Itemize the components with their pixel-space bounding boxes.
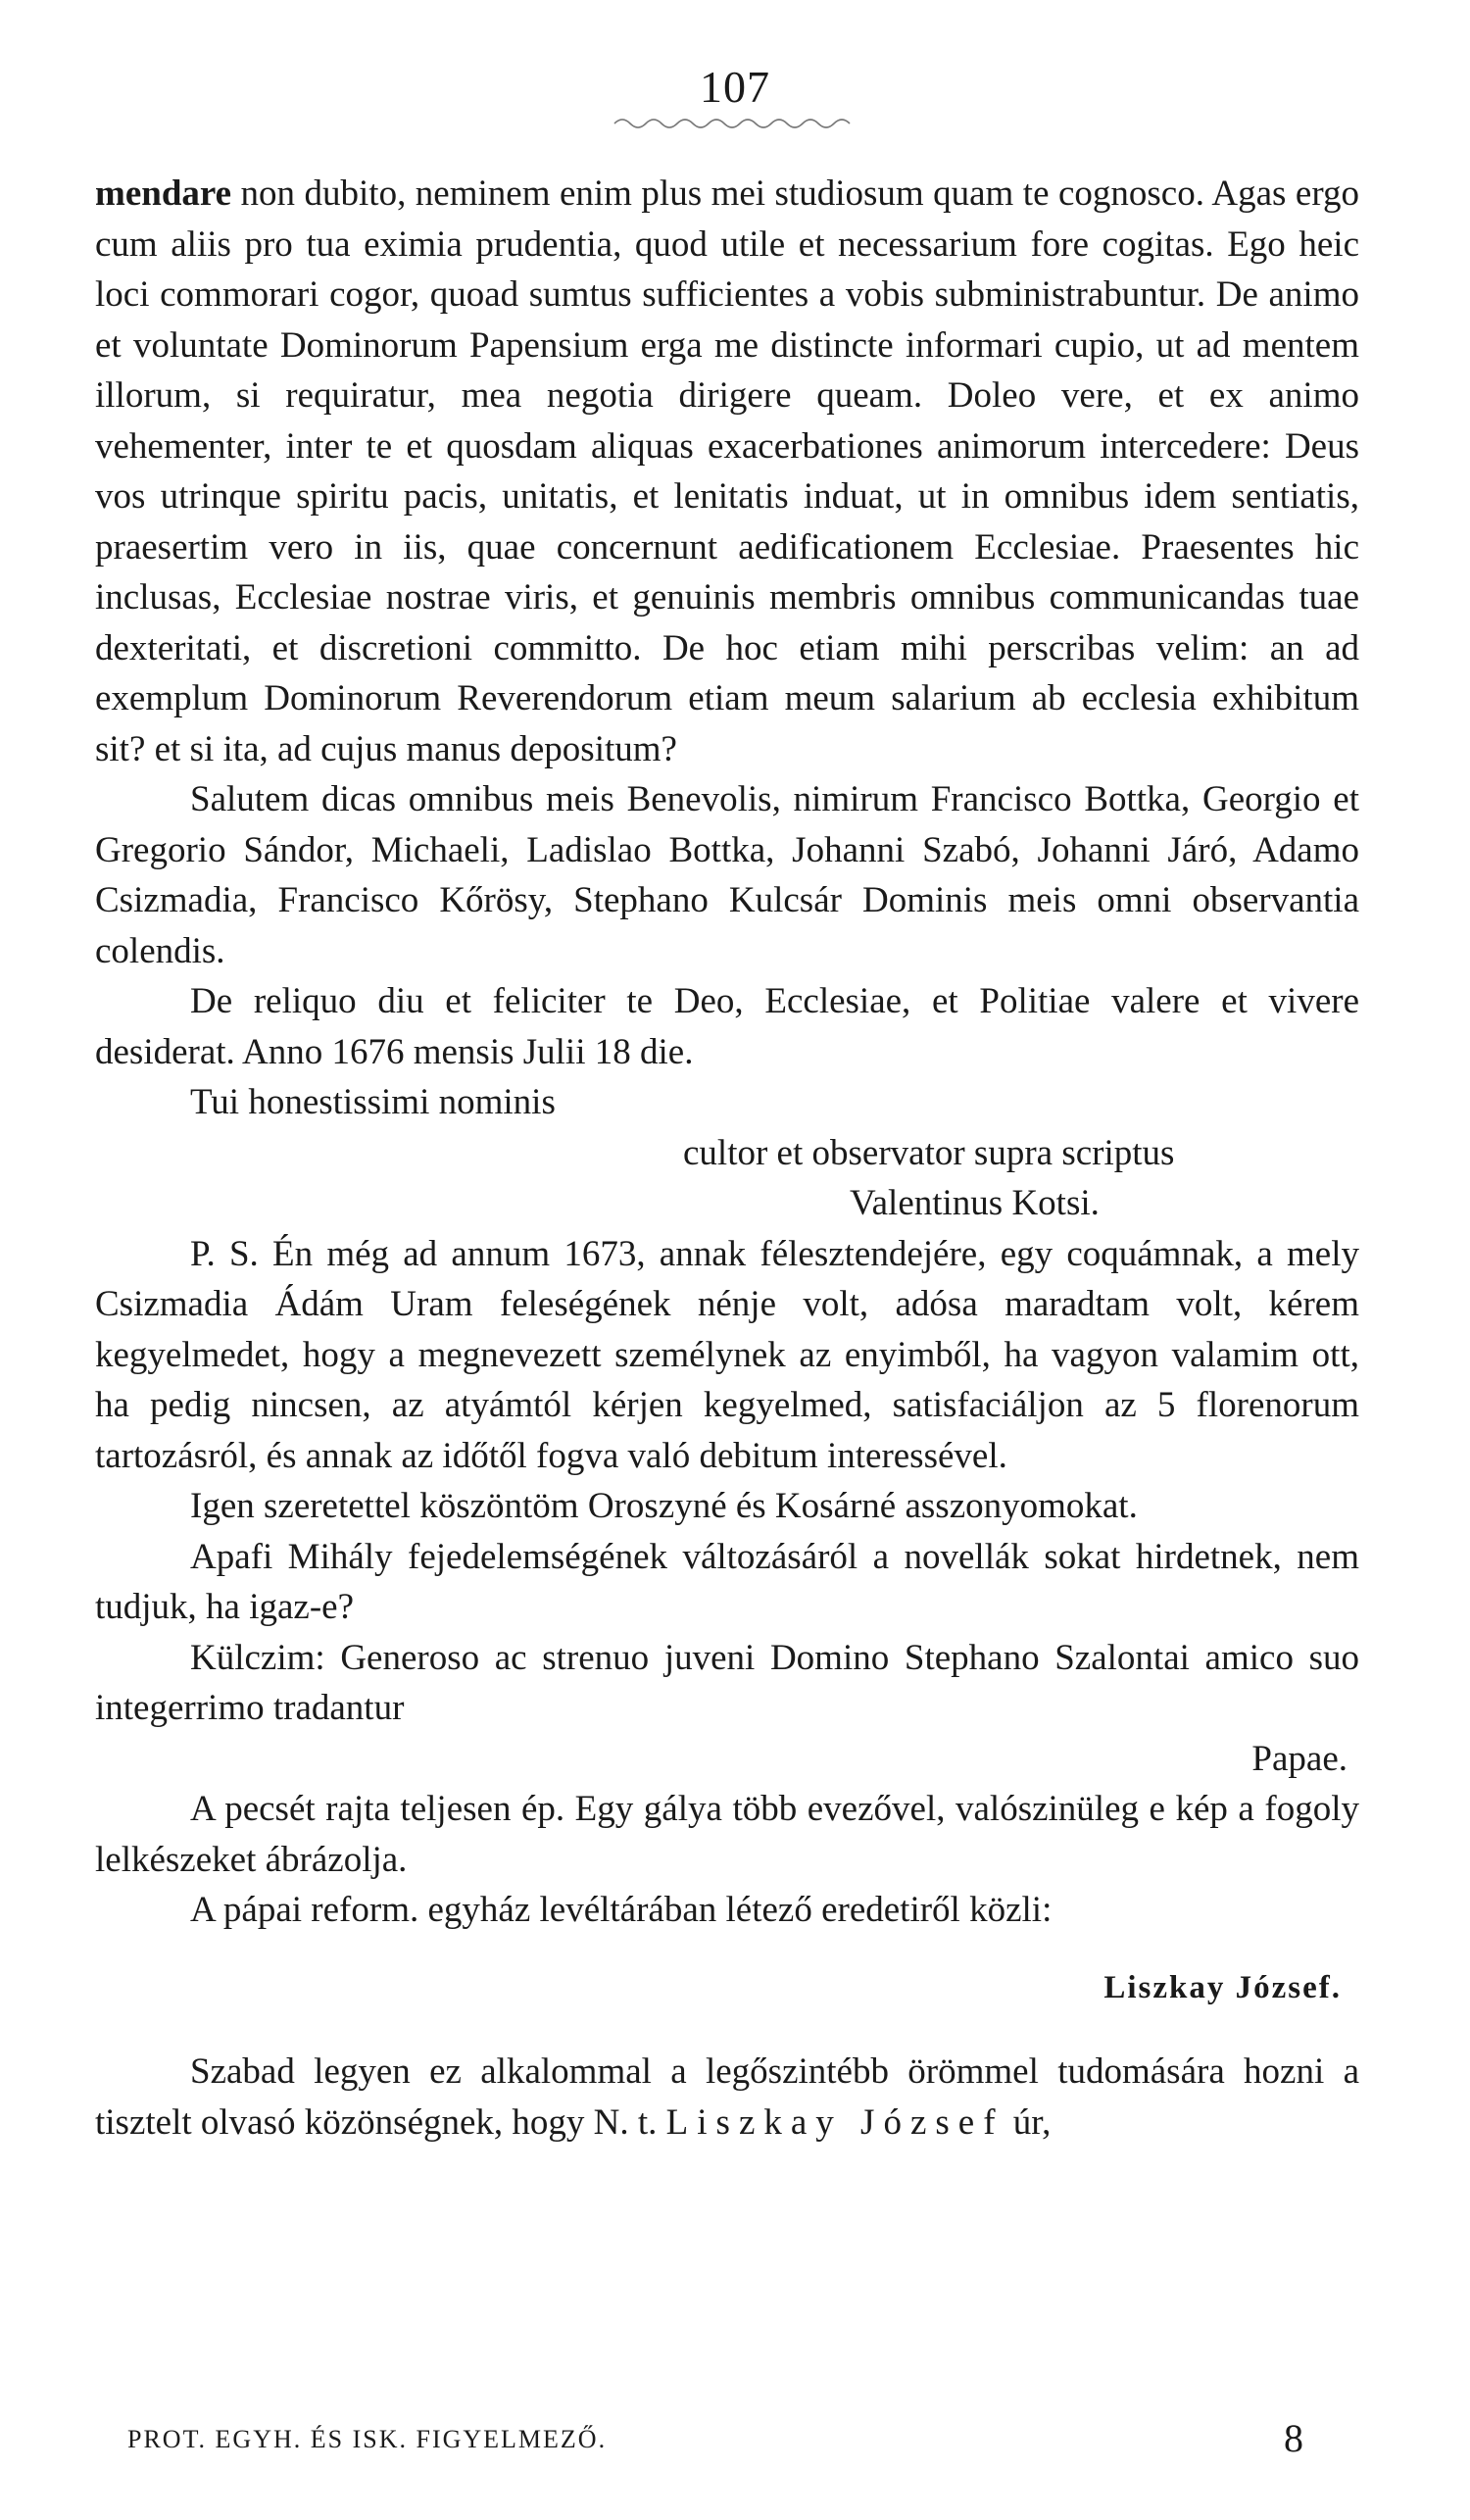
closing-paragraph — [95, 2047, 1359, 2148]
author-signature: Liszkay József. — [1103, 1969, 1342, 2005]
postscript-greeting: Igen szeretettel köszöntöm Oroszyné és Kosárné asszonyomokat. — [190, 1486, 1138, 1526]
postscript-news: Apafi Mihály fejedelemségének változásáról a novellák sokat hirdetnek, nem tudjuk, ha igaz-e? — [95, 1536, 1359, 1627]
paragraph-lead: mendare — [95, 173, 232, 214]
seal-note: A pecsét rajta teljesen ép. Egy gálya több evezővel, valószinüleg e kép a fogoly lelkészeket ábrázolja. — [95, 1789, 1359, 1880]
salutation-line: Tui honestissimi nominis — [190, 1082, 556, 1122]
farewell-paragraph: De reliquo diu et feliciter te Deo, Ecclesiae, et Politiae valere et vivere desiderat. Anno 1676 mensis Julii 18 die. — [95, 981, 1359, 1072]
page-number: 107 — [700, 62, 770, 112]
place-line: Papae. — [1251, 1738, 1348, 1779]
postscript-address: Külczim: Generoso ac strenuo juveni Domino Stephano Szalontai amico suo integerrimo tradantur — [95, 1637, 1359, 1728]
page-footer — [127, 2416, 1343, 2460]
wavy-ornament — [612, 116, 858, 129]
signature-mark: 8 — [1284, 2416, 1303, 2460]
closing-end: úr, — [1004, 2101, 1052, 2143]
postscript-paragraph: P. S. Én még ad annum 1673, annak félesztendejére, egy coquámnak, a mely Csizmadia Ádám Uram feleségének nénje volt, adósa maradtam volt, kérem kegyelmedet, hogy a megnevezett személynek az enyimből, ha vagyon valamim ott, ha pedig nincsen, az atyámtól kérjen kegyelmed, satisfaciáljon az 5 florenorum tartozásról, és annak az időtől fogva való debitum interessével. — [95, 1233, 1359, 1476]
closing-text: Szabad legyen ez alkalommal a legőszintébb örömmel tudomására hozni a tisztelt olvasó közönségnek, hogy N. t. — [95, 2051, 1359, 2143]
signature-line-2: Valentinus Kotsi. — [850, 1183, 1100, 1223]
body-text — [95, 169, 1359, 2148]
greetings-paragraph: Salutem dicas omnibus meis Benevolis, nimirum Francisco Bottka, Georgio et Gregorio Sándor, Michaeli, Ladislao Bottka, Johanni Szabó, Johanni Járó, Adamo Csizmadia, Francisco Kőrösy, Stephano Kulcsár Dominis meis omni observantia colendis. — [95, 779, 1359, 971]
signature-line-1: cultor et observator supra scriptus — [683, 1132, 1175, 1173]
closing-name: Liszkay József — [665, 2101, 1004, 2143]
journal-title: PROT. EGYH. ÉS ISK. FIGYELMEZŐ. — [127, 2425, 608, 2453]
paragraph-text: non dubito, neminem enim plus mei studiosum quam te cognosco. Agas ergo cum aliis pro tua eximia prudentia, quod utile et necessarium fore cogitas. Ego heic loci commorari cogor, quoad sumtus sufficientes a vobis subministrabuntur. De animo et voluntate Dominorum Papensium erga me distincte informari cupio, ut ad mentem illorum, si requiratur, mea negotia dirigere queam. Doleo vere, et ex animo vehementer, inter te et quosdam aliquas exacerbationes animorum intercedere: Deus vos utrinque spiritu pacis, unitatis, et lenitatis induat, ut in omnibus idem sentiatis, praesertim vero in iis, quae concernunt aedificationem Ecclesiae. Praesentes hic inclusas, Ecclesiae nostrae viris, et genuinis membris omnibus communicandas tuae dexteritati, et discretioni committo. De hoc etiam mihi perscribas velim: an ad exemplum Dominorum Reverendorum etiam meum salarium ab ecclesia exhibitum sit? et si ita, ad cujus manus depositum? — [95, 173, 1359, 769]
source-note: A pápai reform. egyház levéltárában létező eredetiről közli: — [190, 1890, 1053, 1930]
letter-paragraph — [95, 169, 1359, 774]
